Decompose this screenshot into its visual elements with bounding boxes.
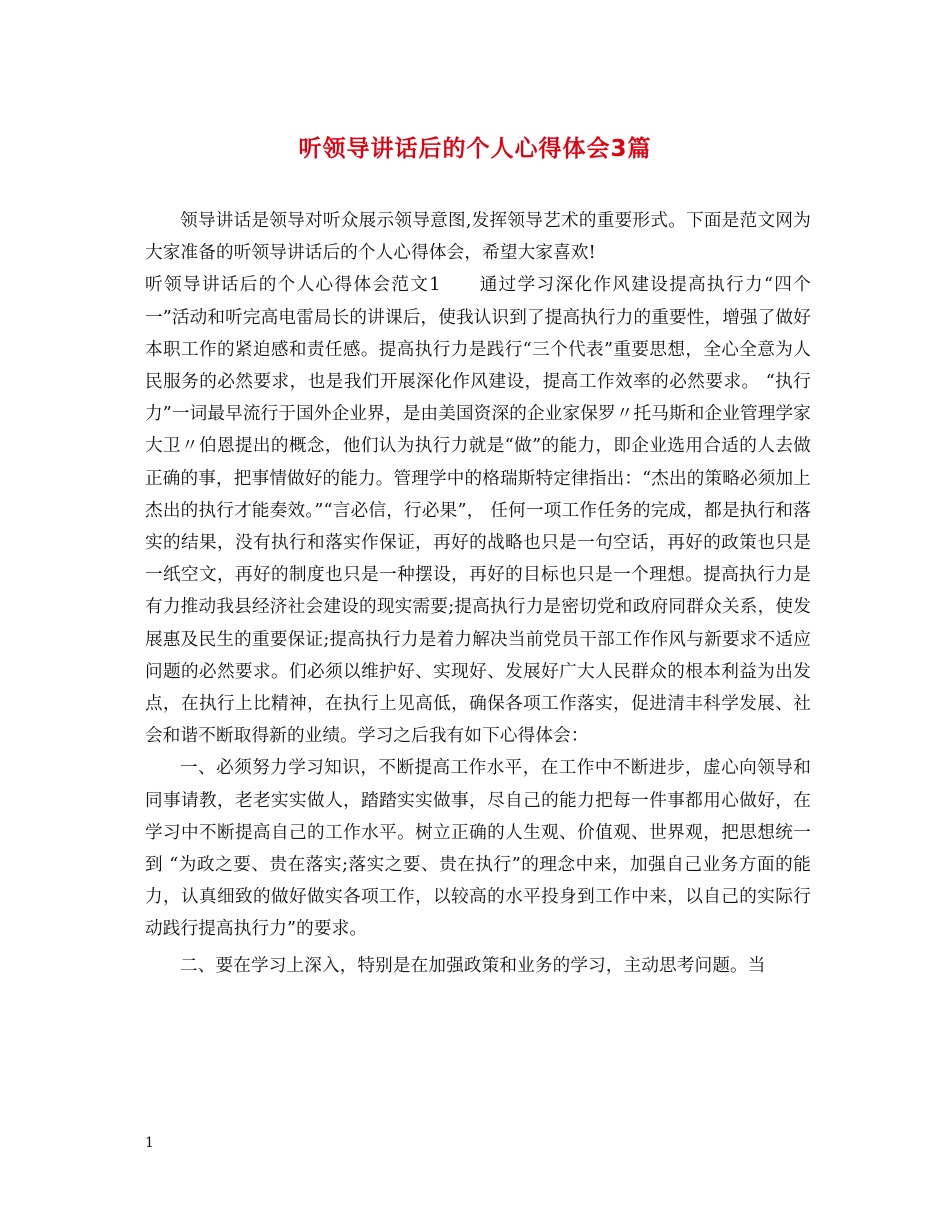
document-title: 听领导讲话后的个人心得体会3篇 [298, 136, 652, 162]
point-1-paragraph: 一、必须努力学习知识，不断提高工作水平，在工作中不断进步，虚心向领导和同事请教，老老实实做人，踏踏实实做事，尽自己的能力把每一件事都用心做好，在学习中不断提高自己的工作水平。树立正确的人生观、价值观、世界观，把思想统一到 “为政之要、贵在落实;落实之要、贵在执行”的理念中来，加强自己业务方面的能力，认真细致的做好做实各项工作，以较高的水平投身到工作中来，以自己的实际行动践行提高执行力”的要求。 [145, 758, 811, 940]
page-number: 1 [145, 1135, 154, 1151]
intro-paragraph: 领导讲话是领导对听众展示领导意图,发挥领导艺术的重要形式。下面是范文网为大家准备的听领导讲话后的个人心得体会，希望大家喜欢! [145, 211, 811, 264]
point-2-paragraph: 二、要在学习上深入，特别是在加强政策和业务的学习，主动思考问题。当 [180, 955, 766, 976]
document-body [145, 205, 811, 982]
essay-1-paragraph: 听领导讲话后的个人心得体会范文1 通过学习深化作风建设提高执行力“四个一”活动和听完高电雷局长的讲课后，使我认识到了提高执行力的重要性，增强了做好本职工作的紧迫感和责任感。提高执行力是践行“三个代表”重要思想，全心全意为人民服务的必然要求，也是我们开展深化作风建设，提高工作效率的必然要求。 “执行力”一词最早流行于国外企业界，是由美国资深的企业家保罗〃托马斯和企业管理学家大卫〃伯恩提出的概念，他们认为执行力就是“做”的能力，即企业选用合适的人去做正确的事，把事情做好的能力。管理学中的格瑞斯特定律指出：“杰出的策略必须加上杰出的执行才能奏效。”“言必信，行必果”， 任何一项工作任务的完成，都是执行和落实的结果，没有执行和落实作保证，再好的战略也只是一句空话，再好的政策也只是一纸空文，再好的制度也只是一种摆设，再好的目标也只是一个理想。提高执行力是有力推动我县经济社会建设的现实需要;提高执行力是密切党和政府同群众关系，使发展惠及民生的重要保证;提高执行力是着力解决当前党员干部工作作风与新要求不适应问题的必然要求。们必须以维护好、实现好、发展好广大人民群众的根本利益为出发点，在执行上比精神，在执行上见高低，确保各项工作落实，促进清丰科学发展、社会和谐不断取得新的业绩。学习之后我有如下心得体会： [145, 275, 811, 747]
